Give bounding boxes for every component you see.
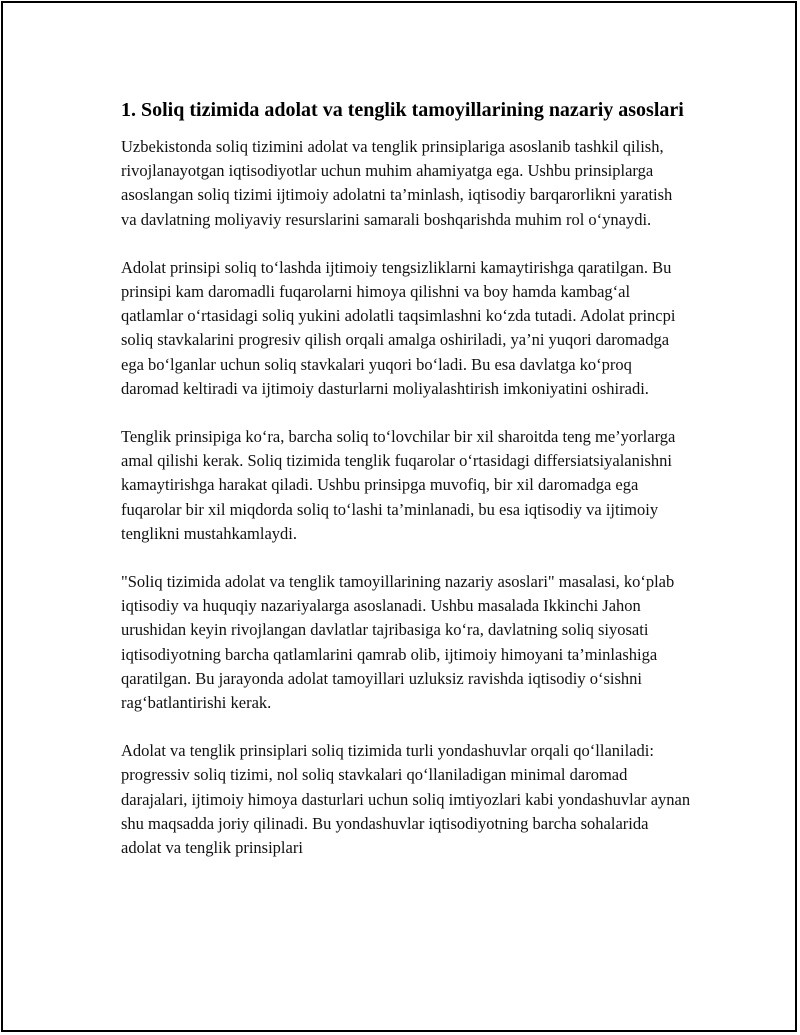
paragraph-adolat: Adolat prinsipi soliq to‘lashda ijtimoiy tengsizliklarni kamaytirishga qaratilgan. Bu prinsipi kam daromadli fuqarolarni himoya qilishni va boy hamda kambag‘al qatlamlar o‘rtasidagi soliq yukini adolatli taqsimlashni ko‘zda tutadi. Adolat princpi soliq stavkalarini progresiv qilish orqali amalga oshiriladi, ya’ni yuqori daromadga ega bo‘lganlar uchun soliq stavkalari yuqori bo‘ladi. Bu esa davlatga ko‘proq daromad keltiradi va ijtimoiy dasturlarni moliyalashtirish imkoniyatini oshiradi. <box>121 257 676 398</box>
section-heading: 1. Soliq tizimida adolat va tenglik tamoyillarining nazariy asoslari <box>121 99 684 121</box>
paragraph-nazariy: "Soliq tizimida adolat va tenglik tamoyillarining nazariy asoslari" masalasi, ko‘plab iqtisodiy va huquqiy nazariyalarga asoslanadi. Ushbu masalada Ikkinchi Jahon urushidan keyin rivojlangan davlatlar tajribasiga ko‘ra, davlatning soliq siyosati iqtisodiyotning barcha qatlamlarini qamrab olib, ijtimoiy himoyani ta’minlashiga qaratilgan. Bu jarayonda adolat tamoyillari uzluksiz ravishda iqtisodiy o‘sishni rag‘batlantirishi kerak. <box>121 572 675 713</box>
page-frame <box>1 1 797 1032</box>
paragraph-intro: Uzbekistonda soliq tizimini adolat va tenglik prinsiplariga asoslanib tashkil qilish, rivojlanayotgan iqtisodiyotlar uchun muhim ahamiyatga ega. Ushbu prinsiplarga asoslangan soliq tizimi ijtimoiy adolatni ta’minlash, iqtisodiy barqarorlikni yaratish va davlatning moliyaviy resurslarini samarali boshqarishda muhim rol o‘ynaydi. <box>121 137 673 229</box>
paragraph-yondashuvlar: Adolat va tenglik prinsiplari soliq tizimida turli yondashuvlar orqali qo‘llaniladi: progressiv soliq tizimi, nol soliq stavkalari qo‘llaniladigan minimal daromad darajalari, ijtimoiy himoya dasturlari uchun soliq imtiyozlari kabi yondashuvlar aynan shu maqsadda joriy qilinadi. Bu yondashuvlar iqtisodiyotning barcha sohalarida adolat va tenglik prinsiplari <box>121 741 691 858</box>
document-body <box>121 97 691 884</box>
paragraph-tenglik: Tenglik prinsipiga ko‘ra, barcha soliq to‘lovchilar bir xil sharoitda teng me’yorlarga amal qilishi kerak. Soliq tizimida tenglik fuqarolar o‘rtasidagi differsiatsiyalanishni kamaytirishga harakat qiladi. Ushbu prinsipga muvofiq, bir xil daromadga ega fuqarolar bir xil miqdorda soliq to‘lashi ta’minlanadi, bu esa iqtisodiy va ijtimoiy tenglikni mustahkamlaydi. <box>121 427 676 543</box>
